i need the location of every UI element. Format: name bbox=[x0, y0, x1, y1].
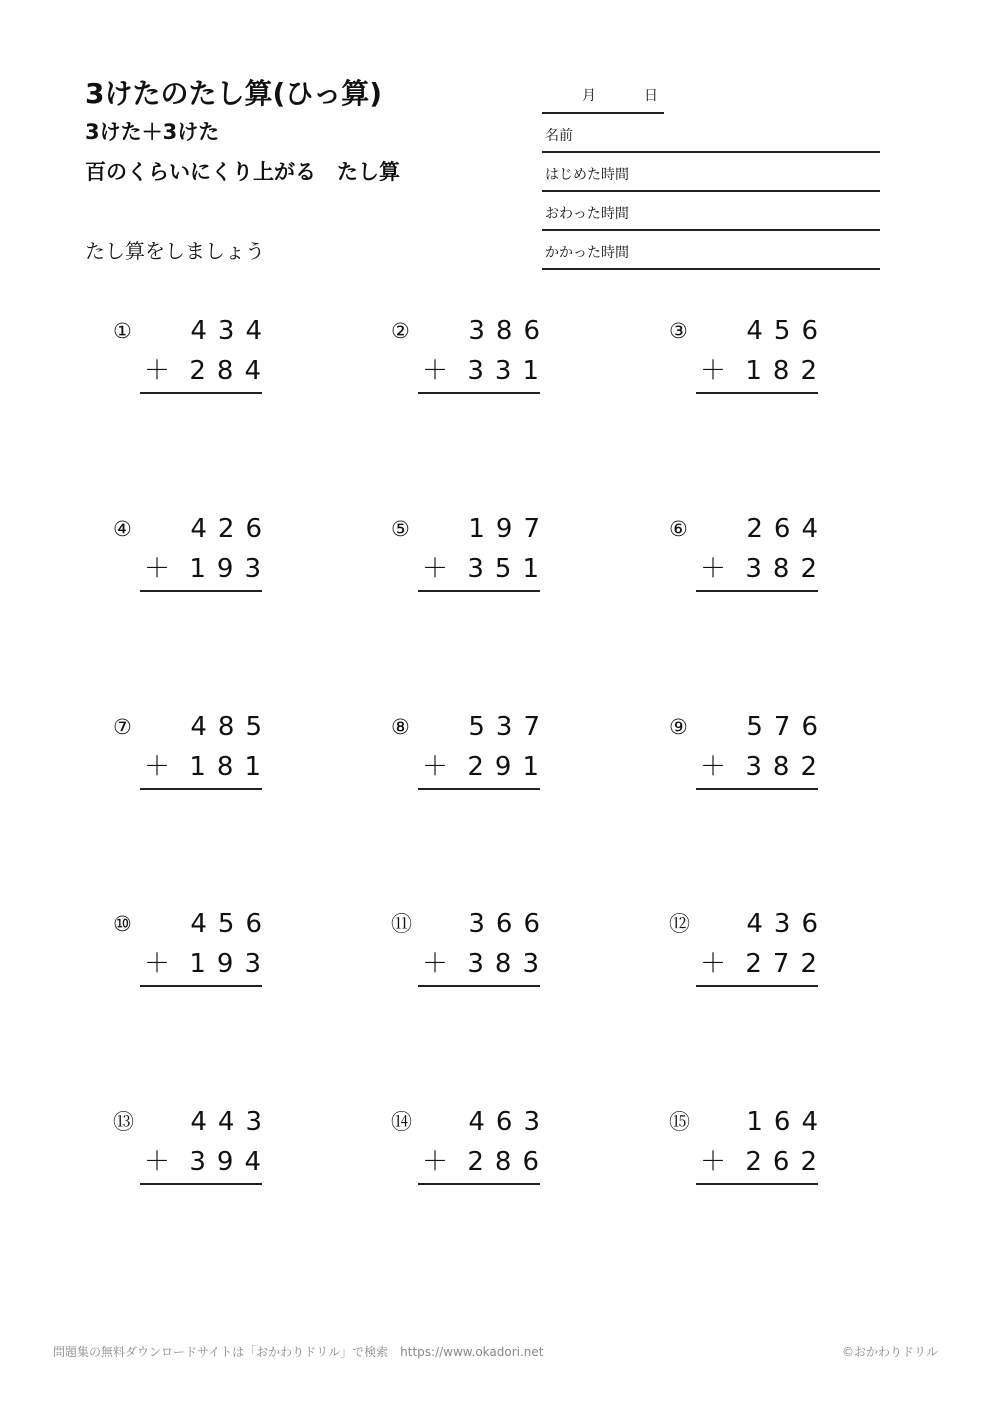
footer-copyright: ©おかわりドリル bbox=[841, 1345, 938, 1359]
addition-problem bbox=[669, 316, 829, 406]
elapsed-time-label: かかった時間 bbox=[545, 245, 629, 261]
addition-problem bbox=[391, 712, 551, 802]
problem-number: ④ bbox=[113, 517, 132, 541]
top-addend: 436 bbox=[746, 909, 829, 939]
answer-line[interactable] bbox=[696, 1147, 828, 1185]
bottom-addend: 284 bbox=[189, 356, 272, 386]
plus-sign: ＋ bbox=[144, 752, 171, 782]
bottom-addend: 193 bbox=[189, 949, 272, 979]
addition-problem bbox=[669, 1107, 829, 1197]
plus-sign: ＋ bbox=[144, 1147, 171, 1177]
problem-number: ⑧ bbox=[391, 715, 410, 739]
month-label: 月 bbox=[582, 88, 596, 104]
addition-problem bbox=[391, 316, 551, 406]
problem-number: ⑥ bbox=[669, 517, 688, 541]
plus-sign: ＋ bbox=[422, 949, 449, 979]
top-addend: 434 bbox=[190, 316, 273, 346]
problem-number: ⑦ bbox=[113, 715, 132, 739]
answer-line[interactable] bbox=[696, 949, 828, 987]
answer-line[interactable] bbox=[418, 356, 550, 394]
plus-sign: ＋ bbox=[422, 1147, 449, 1177]
bottom-addend: 382 bbox=[745, 752, 828, 782]
bottom-addend: 272 bbox=[745, 949, 828, 979]
problem-number: ⑨ bbox=[669, 715, 688, 739]
problem-number: ⑪ bbox=[391, 912, 412, 936]
bottom-addend: 383 bbox=[467, 949, 550, 979]
bottom-addend: 291 bbox=[467, 752, 550, 782]
bottom-addend: 351 bbox=[467, 554, 550, 584]
top-addend: 576 bbox=[746, 712, 829, 742]
plus-sign: ＋ bbox=[144, 356, 171, 386]
answer-line[interactable] bbox=[418, 949, 550, 987]
bottom-addend: 331 bbox=[467, 356, 550, 386]
addition-problem bbox=[391, 514, 551, 604]
plus-sign: ＋ bbox=[422, 356, 449, 386]
addition-problem bbox=[113, 909, 273, 999]
top-addend: 366 bbox=[468, 909, 551, 939]
top-addend: 426 bbox=[190, 514, 273, 544]
answer-line[interactable] bbox=[696, 356, 828, 394]
top-addend: 197 bbox=[468, 514, 551, 544]
end-time-label: おわった時間 bbox=[545, 206, 629, 222]
plus-sign: ＋ bbox=[700, 1147, 727, 1177]
plus-sign: ＋ bbox=[700, 554, 727, 584]
plus-sign: ＋ bbox=[144, 949, 171, 979]
plus-sign: ＋ bbox=[700, 752, 727, 782]
bottom-addend: 382 bbox=[745, 554, 828, 584]
plus-sign: ＋ bbox=[144, 554, 171, 584]
page-subtitle: 3けた＋3けた bbox=[85, 120, 220, 144]
footer-site-notice: 問題集の無料ダウンロードサイトは「おかわりドリル」で検索 https://www.okadori.net bbox=[53, 1345, 544, 1359]
page-title: 3けたのたし算(ひっ算) bbox=[85, 77, 383, 110]
addition-problem bbox=[113, 1107, 273, 1197]
answer-line[interactable] bbox=[418, 1147, 550, 1185]
bottom-addend: 193 bbox=[189, 554, 272, 584]
addition-problem bbox=[391, 1107, 551, 1197]
plus-sign: ＋ bbox=[422, 554, 449, 584]
problem-number: ② bbox=[391, 319, 410, 343]
top-addend: 537 bbox=[468, 712, 551, 742]
problem-number: ⑮ bbox=[669, 1110, 690, 1134]
name-label: 名前 bbox=[545, 128, 573, 144]
problem-number: ① bbox=[113, 319, 132, 343]
bottom-addend: 286 bbox=[467, 1147, 550, 1177]
answer-line[interactable] bbox=[418, 554, 550, 592]
top-addend: 164 bbox=[746, 1107, 829, 1137]
instruction-text: たし算をしましょう bbox=[85, 239, 265, 263]
top-addend: 264 bbox=[746, 514, 829, 544]
bottom-addend: 181 bbox=[189, 752, 272, 782]
problem-number: ③ bbox=[669, 319, 688, 343]
bottom-addend: 394 bbox=[189, 1147, 272, 1177]
problem-number: ⑬ bbox=[113, 1110, 134, 1134]
page-subtitle-detail: 百のくらいにくり上がる たし算 bbox=[85, 160, 400, 184]
addition-problem bbox=[669, 514, 829, 604]
top-addend: 456 bbox=[190, 909, 273, 939]
problem-number: ⑤ bbox=[391, 517, 410, 541]
top-addend: 456 bbox=[746, 316, 829, 346]
start-time-label: はじめた時間 bbox=[545, 167, 629, 183]
top-addend: 386 bbox=[468, 316, 551, 346]
addition-problem bbox=[113, 316, 273, 406]
answer-line[interactable] bbox=[418, 752, 550, 790]
plus-sign: ＋ bbox=[700, 949, 727, 979]
problem-number: ⑭ bbox=[391, 1110, 412, 1134]
problem-number: ⑩ bbox=[113, 912, 132, 936]
answer-line[interactable] bbox=[696, 752, 828, 790]
day-label: 日 bbox=[644, 88, 658, 104]
answer-line[interactable] bbox=[140, 1147, 272, 1185]
top-addend: 463 bbox=[468, 1107, 551, 1137]
bottom-addend: 182 bbox=[745, 356, 828, 386]
answer-line[interactable] bbox=[140, 554, 272, 592]
answer-line[interactable] bbox=[696, 554, 828, 592]
plus-sign: ＋ bbox=[700, 356, 727, 386]
top-addend: 443 bbox=[190, 1107, 273, 1137]
addition-problem bbox=[113, 514, 273, 604]
top-addend: 485 bbox=[190, 712, 273, 742]
answer-line[interactable] bbox=[140, 752, 272, 790]
bottom-addend: 262 bbox=[745, 1147, 828, 1177]
addition-problem bbox=[669, 712, 829, 802]
addition-problem bbox=[391, 909, 551, 999]
plus-sign: ＋ bbox=[422, 752, 449, 782]
problem-number: ⑫ bbox=[669, 912, 690, 936]
answer-line[interactable] bbox=[140, 949, 272, 987]
addition-problem bbox=[113, 712, 273, 802]
answer-line[interactable] bbox=[140, 356, 272, 394]
addition-problem bbox=[669, 909, 829, 999]
